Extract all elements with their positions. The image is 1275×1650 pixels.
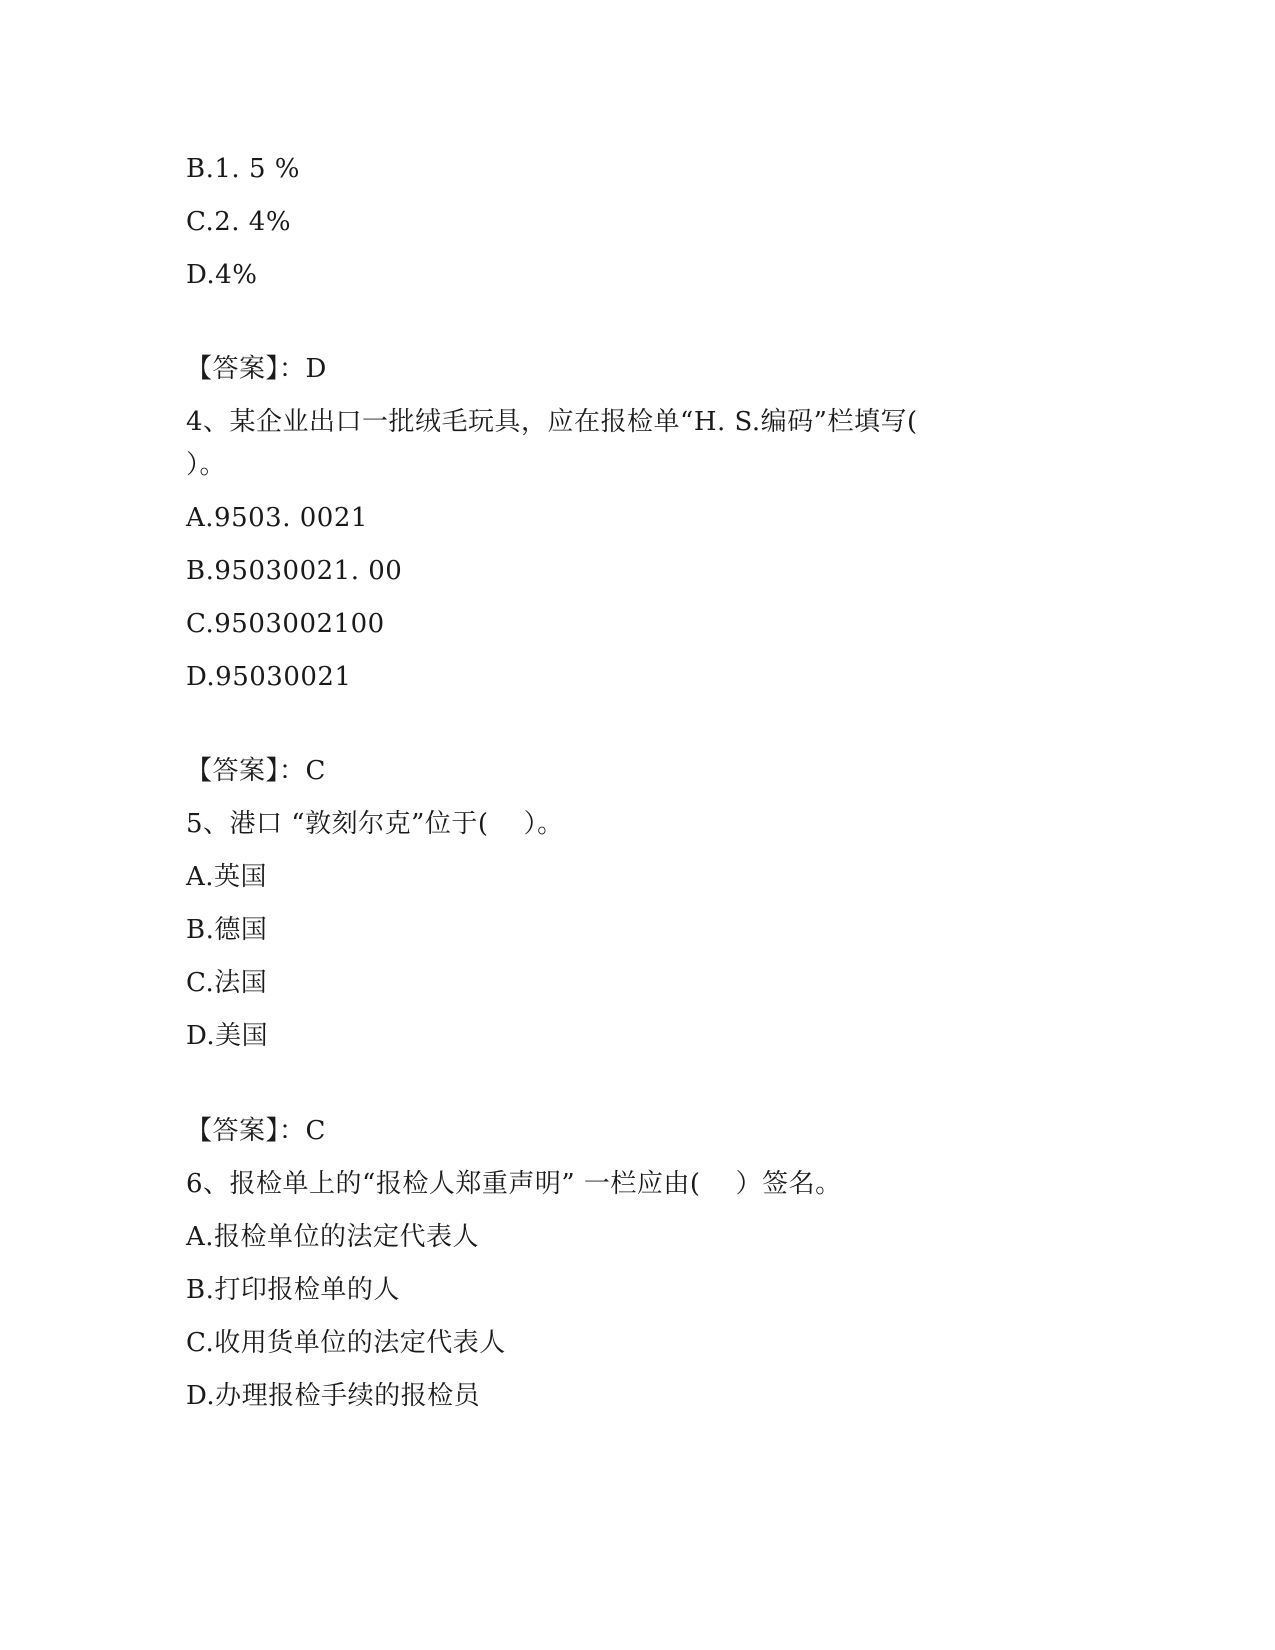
answer-separator: ： [279, 756, 306, 786]
q6-option-a: A.报检单位的法定代表人 [186, 1222, 480, 1252]
q3-option-b: B.1. 5 % [186, 154, 300, 184]
q5-option-a: A.英国 [186, 862, 268, 892]
q4-stem-line2: ）。 [186, 450, 227, 480]
q6-option-b: B.打印报检单的人 [186, 1275, 400, 1305]
answer-separator: ： [279, 1116, 306, 1146]
q3-answer [186, 353, 327, 385]
answer-value: D [305, 354, 327, 384]
answer-value: C [305, 1116, 326, 1146]
q5-option-c: C.法国 [186, 968, 268, 998]
q6-option-d: D.办理报检手续的报检员 [186, 1381, 481, 1411]
q3-option-d: D.4% [186, 260, 258, 290]
q6-option-c: C.收用货单位的法定代表人 [186, 1328, 506, 1358]
q4-answer [186, 755, 326, 787]
q3-option-c: C.2. 4% [186, 207, 292, 237]
q4-option-a: A.9503. 0021 [186, 503, 368, 533]
answer-label: 【答案】 [186, 354, 280, 384]
q4-stem-line1: 4、某企业出口一批绒毛玩具，应在报检单“H. S.编码”栏填写( [186, 407, 918, 437]
q5-option-b: B.德国 [186, 915, 268, 945]
answer-separator: ： [279, 354, 306, 384]
q5-stem: 5、港口 “敦刻尔克”位于( ）。 [186, 809, 564, 839]
q4-option-d: D.95030021 [186, 662, 352, 692]
q5-option-d: D.美国 [186, 1021, 269, 1051]
q6-stem: 6、报检单上的“报检人郑重声明” 一栏应由( ）签名。 [186, 1169, 842, 1199]
answer-label: 【答案】 [186, 756, 280, 786]
answer-label: 【答案】 [186, 1116, 280, 1146]
q4-option-c: C.9503002100 [186, 609, 385, 639]
q5-answer [186, 1115, 326, 1147]
answer-value: C [305, 756, 326, 786]
q4-option-b: B.95030021. 00 [186, 556, 403, 586]
